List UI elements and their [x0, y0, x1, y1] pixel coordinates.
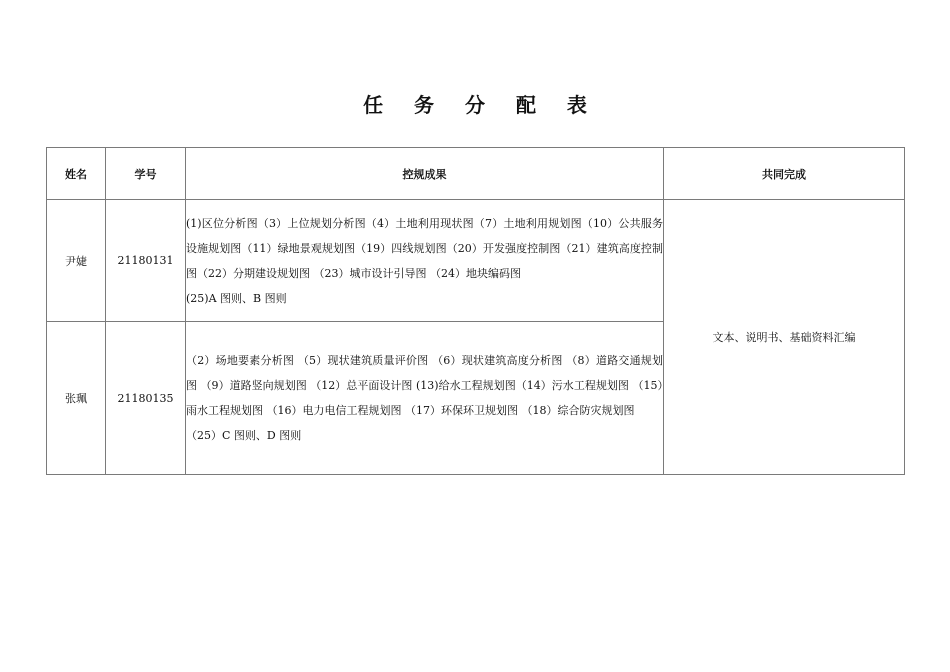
table-row	[47, 200, 905, 322]
results-main-text: （2）场地要素分析图 （5）现状建筑质量评价图 （6）现状建筑高度分析图 （8）道路交通规划图 （9）道路竖向规划图 （12）总平面设计图 (13)给水工程规划图（14）污水工程规划图 （15）雨水工程规划图 （16）电力电信工程规划图 （17）环保环卫规划图 （18）综合防灾规划图	[186, 354, 663, 417]
results-extra-text: （25）C 图则、D 图则	[186, 429, 302, 442]
cell-student-id: 21180131	[106, 200, 186, 322]
cell-results	[186, 200, 664, 322]
page-title: 任 务 分 配 表	[363, 93, 599, 117]
cell-name: 尹婕	[47, 200, 106, 322]
header-student-id: 学号	[106, 148, 186, 200]
header-shared: 共同完成	[664, 148, 905, 200]
results-main-text: (1)区位分析图（3）上位规划分析图（4）土地利用现状图（7）土地利用规划图（10）公共服务设施规划图（11）绿地景观规划图（19）四线规划图（20）开发强度控制图（21）建筑高度控制图（22）分期建设规划图 （23）城市设计引导图 （24）地块编码图	[186, 216, 663, 280]
cell-student-id: 21180135	[106, 322, 186, 475]
cell-shared-task: 文本、说明书、基础资料汇编	[664, 200, 905, 475]
cell-name: 张珮	[47, 322, 106, 475]
table-header-row	[47, 148, 905, 200]
cell-results	[186, 322, 664, 475]
header-results: 控规成果	[186, 148, 664, 200]
results-extra-text: (25)A 图则、B 图则	[186, 291, 287, 305]
header-name: 姓名	[47, 148, 106, 200]
task-assignment-table	[46, 147, 905, 475]
